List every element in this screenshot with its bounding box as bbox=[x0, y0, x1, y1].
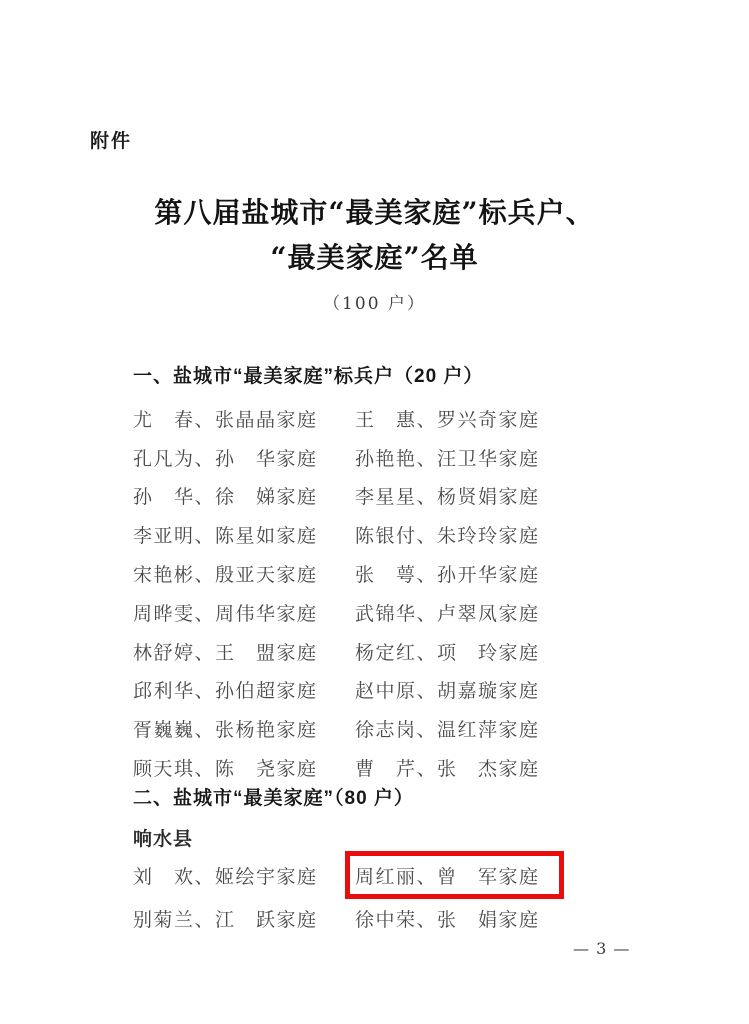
section1-name-list bbox=[133, 399, 613, 787]
family-name-cell: 武锦华、卢翠凤家庭 bbox=[355, 602, 540, 625]
family-name-cell: 曹 芹、张 杰家庭 bbox=[355, 758, 540, 781]
family-name-cell: 顾天琪、陈 尧家庭 bbox=[133, 758, 318, 781]
family-name-cell: 孙 华、徐 娣家庭 bbox=[133, 486, 318, 509]
document-title bbox=[0, 190, 749, 280]
table-row bbox=[133, 748, 613, 787]
document-title-line2: “最美家庭”名单 bbox=[270, 241, 479, 274]
table-row bbox=[133, 709, 613, 748]
table-row bbox=[133, 632, 613, 671]
family-name-cell: 别菊兰、江 跃家庭 bbox=[133, 909, 318, 931]
family-name-cell: 王 惠、罗兴奇家庭 bbox=[355, 408, 540, 431]
family-name-cell: 林舒婷、王 盟家庭 bbox=[133, 641, 318, 664]
family-name-cell: 尤 春、张晶晶家庭 bbox=[133, 408, 318, 431]
family-name-cell: 孔凡为、孙 华家庭 bbox=[133, 447, 318, 470]
county-label: 响水县 bbox=[133, 828, 194, 850]
highlight-box bbox=[345, 851, 564, 899]
table-row bbox=[133, 515, 613, 554]
table-row bbox=[133, 897, 613, 940]
table-row bbox=[133, 554, 613, 593]
family-name-cell: 赵中原、胡嘉璇家庭 bbox=[355, 680, 540, 703]
family-name-cell: 周晔雯、周伟华家庭 bbox=[133, 602, 318, 625]
family-name-cell: 邱利华、孙伯超家庭 bbox=[133, 680, 318, 703]
table-row bbox=[133, 438, 613, 477]
family-name-cell: 孙艳艳、汪卫华家庭 bbox=[355, 447, 540, 470]
family-name-cell: 陈银付、朱玲玲家庭 bbox=[355, 525, 540, 548]
family-name-cell: 胥巍巍、张杨艳家庭 bbox=[133, 719, 318, 742]
family-name-cell: 李亚明、陈星如家庭 bbox=[133, 525, 318, 548]
table-row bbox=[133, 671, 613, 710]
family-name-cell: 杨定红、项 玲家庭 bbox=[355, 641, 540, 664]
family-name-cell-highlighted: 周红丽、曾 军家庭 bbox=[355, 866, 540, 888]
section2-heading: 二、盐城市“最美家庭”（80 户） bbox=[133, 788, 414, 809]
page-number: — 3 — bbox=[573, 939, 631, 958]
document-title-line1: 第八届盐城市“最美家庭”标兵户、 bbox=[154, 196, 595, 229]
family-name-cell: 刘 欢、姬绘宇家庭 bbox=[133, 866, 318, 888]
table-row bbox=[133, 477, 613, 516]
total-count: （100 户） bbox=[323, 294, 426, 314]
attachment-label: 附件 bbox=[90, 131, 133, 152]
table-row bbox=[133, 399, 613, 438]
family-name-cell: 徐中荣、张 娟家庭 bbox=[355, 909, 540, 931]
table-row bbox=[133, 593, 613, 632]
family-name-cell: 徐志岗、温红萍家庭 bbox=[355, 719, 540, 742]
family-name-cell: 宋艳彬、殷亚天家庭 bbox=[133, 564, 318, 587]
section1-heading: 一、盐城市“最美家庭”标兵户（20 户） bbox=[133, 366, 484, 387]
family-name-cell: 李星星、杨贤娟家庭 bbox=[355, 486, 540, 509]
family-name-cell: 张 萼、孙开华家庭 bbox=[355, 564, 540, 587]
